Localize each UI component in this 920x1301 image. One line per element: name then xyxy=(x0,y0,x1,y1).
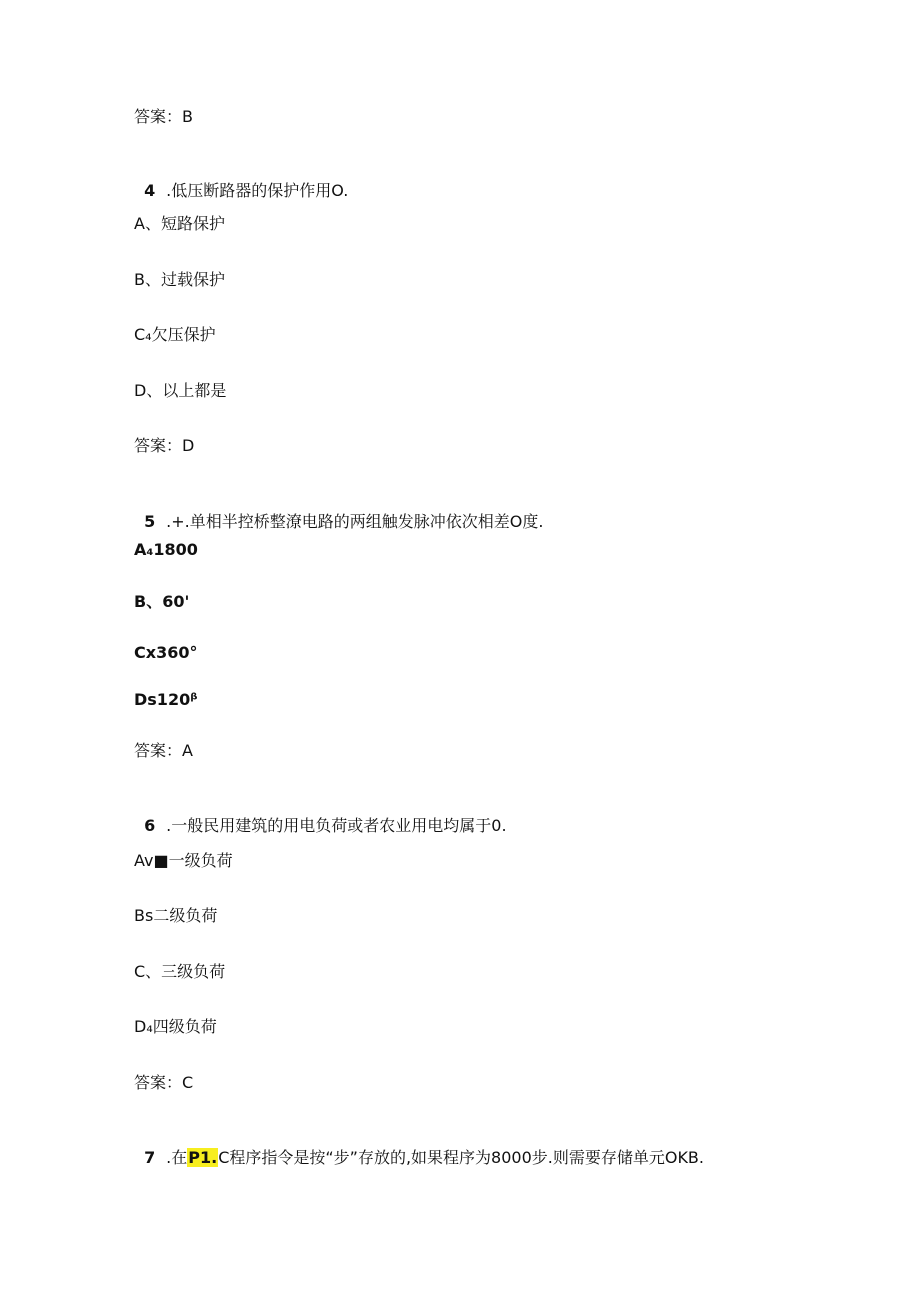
option-c: C₄欠压保护 xyxy=(134,325,216,344)
question-text-post: C程序指令是按“步”存放的,如果程序为8000步.则需要存储单元OKB. xyxy=(218,1148,704,1167)
option-d: Ds120ᵝ xyxy=(134,690,198,709)
option-d: D₄四级负荷 xyxy=(134,1017,217,1036)
question-7 xyxy=(134,1128,704,1168)
question-number: 5 xyxy=(144,512,156,531)
question-4 xyxy=(134,161,348,201)
question-5 xyxy=(134,492,543,532)
option-c: C、三级负荷 xyxy=(134,962,226,981)
question-text-pre: .在 xyxy=(166,1148,188,1167)
option-a: Av■一级负荷 xyxy=(134,851,233,870)
highlighted-text: P1. xyxy=(188,1148,218,1167)
option-d: D、以上都是 xyxy=(134,381,227,400)
question-text: .一般民用建筑的用电负荷或者农业用电均属于0. xyxy=(166,816,507,835)
answer-line-3: 答案：B xyxy=(134,107,193,126)
option-b: Bs二级负荷 xyxy=(134,906,218,925)
question-text: .低压断路器的保护作用O. xyxy=(166,181,349,200)
option-b: B、60' xyxy=(134,592,190,611)
answer-line-5: 答案：A xyxy=(134,741,193,760)
question-number: 4 xyxy=(144,181,156,200)
question-text: .+.单相半控桥整潦电路的两组触发脉冲依次相差O度. xyxy=(166,512,544,531)
answer-line-6: 答案：C xyxy=(134,1073,194,1092)
option-c: Cx360° xyxy=(134,643,198,662)
question-number: 6 xyxy=(144,816,156,835)
option-a: A₄1800 xyxy=(134,540,198,559)
answer-line-4: 答案：D xyxy=(134,436,195,455)
option-a: A、短路保护 xyxy=(134,214,225,233)
question-6 xyxy=(134,796,507,836)
question-number: 7 xyxy=(144,1148,156,1167)
option-b: B、过载保护 xyxy=(134,270,225,289)
